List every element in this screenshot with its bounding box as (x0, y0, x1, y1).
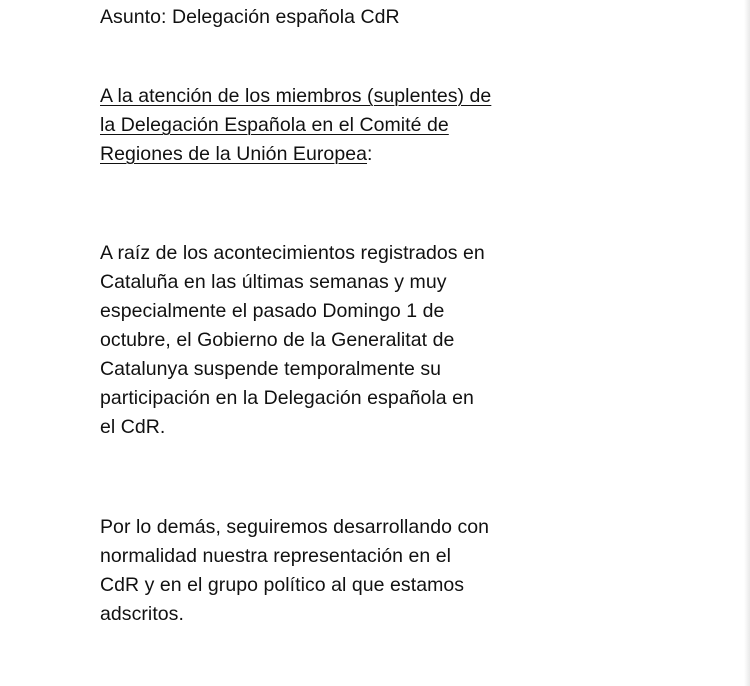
paragraph-line: adscritos. (100, 603, 184, 625)
addressee-line-text: la Delegación Española en el Comité de (100, 114, 449, 136)
paragraph-line: Catalunya suspende temporalmente su (100, 358, 442, 380)
paragraph-line: normalidad nuestra representación en el (100, 545, 451, 567)
page-edge-shadow (744, 0, 750, 686)
addressee-colon: : (367, 143, 373, 165)
paragraph-suspension (100, 239, 485, 442)
subject-line: Asunto: Delegación española CdR (100, 6, 400, 28)
addressee-line (100, 140, 491, 169)
paragraph-line: octubre, el Gobierno de la Generalitat de (100, 329, 455, 351)
addressee-line-text: A la atención de los miembros (suplentes) de (100, 85, 492, 107)
paragraph-line: A raíz de los acontecimientos registrados en (100, 242, 485, 264)
paragraph-line: CdR y en el grupo político al que estamos (100, 574, 465, 596)
addressee-line (100, 111, 491, 140)
paragraph-line: participación en la Delegación española en (100, 387, 474, 409)
paragraph-line: Cataluña en las últimas semanas y muy (100, 271, 447, 293)
paragraph-line: Por lo demás, seguiremos desarrollando con (100, 516, 490, 538)
addressee-line-text: Regiones de la Unión Europea (100, 143, 368, 165)
paragraph-line: especialmente el pasado Domingo 1 de (100, 300, 445, 322)
addressee-line (100, 82, 491, 111)
paragraph-line: el CdR. (100, 416, 166, 438)
addressee-block (100, 82, 491, 169)
paragraph-continuation (100, 513, 489, 629)
